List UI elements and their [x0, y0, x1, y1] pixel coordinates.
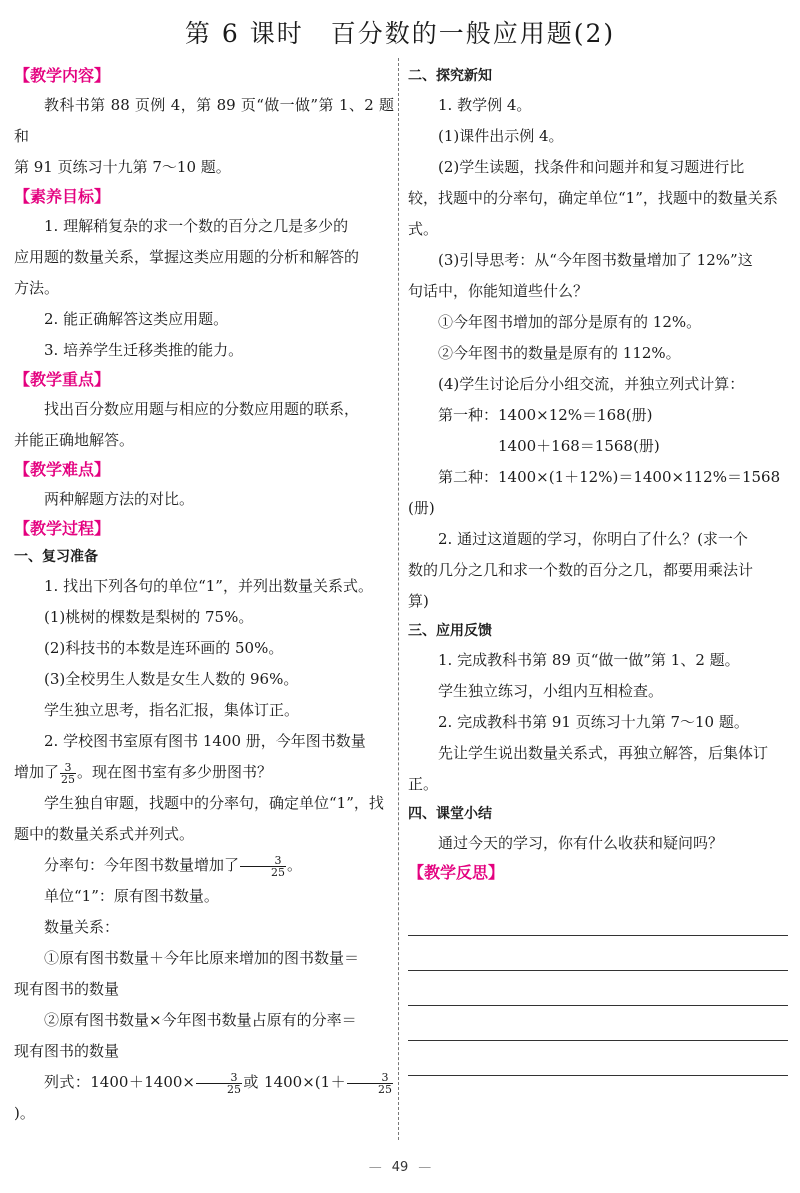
- heading-reflection: 【教学反思】: [408, 863, 505, 882]
- explore-1: 1. 教学例 4。: [438, 96, 532, 114]
- explore-summary-line-3: 算): [408, 592, 429, 610]
- fraction: $\frac{3}{25}$: [61, 760, 76, 786]
- explore-3-line-2: 较，找题中的分率句，确定单位“1”，找题中的数量关系: [408, 189, 778, 207]
- heading-goals: 【素养目标】: [14, 187, 111, 206]
- method-2-line-2: (册): [408, 499, 435, 517]
- review-item-1c: (3)全校男生人数是女生人数的 96%。: [44, 670, 299, 688]
- column-divider: [398, 58, 399, 1140]
- section-feedback: 三、应用反馈: [408, 623, 492, 639]
- section-summary: 四、课堂小结: [408, 806, 492, 822]
- fraction: $\frac{3}{25}$: [347, 1072, 393, 1095]
- reflection-writing-lines[interactable]: [408, 901, 788, 1076]
- writing-line[interactable]: [408, 901, 788, 936]
- feedback-3: 2. 完成教科书第 91 页练习十九第 7～10 题。: [438, 713, 749, 731]
- page-title: 第 6 课时 百分数的一般应用题(2): [184, 19, 616, 48]
- heading-teaching-content: 【教学内容】: [14, 66, 111, 85]
- difficulty-line: 两种解题方法的对比。: [44, 490, 195, 508]
- fraction: $\frac{3}{25}$: [196, 1072, 242, 1095]
- explore-2: (1)课件出示例 4。: [438, 127, 564, 145]
- rate-sentence: 分率句：今年图书数量增加了 $\frac{3}{25}$ 。: [44, 853, 303, 879]
- explore-3-line-3: 式。: [408, 220, 439, 238]
- feedback-1: 1. 完成教科书第 89 页“做一做”第 1、2 题。: [438, 651, 740, 669]
- page-number: — 49 —: [368, 1160, 432, 1175]
- heading-key-points: 【教学重点】: [14, 370, 111, 389]
- heading-process: 【教学过程】: [14, 519, 111, 538]
- equation: 列式：1400＋1400× $\frac{3}{25}$ 或 1400×(1＋ $\frac{3}{25}$ )。: [14, 1070, 393, 1122]
- goal-2: 2. 能正确解答这类应用题。: [44, 310, 229, 328]
- writing-line[interactable]: [408, 1041, 788, 1076]
- method-2-line-1: 第二种：1400×(1＋12%)＝1400×112%＝1568: [438, 468, 781, 486]
- explore-6: ②今年图书的数量是原有的 112%。: [438, 344, 681, 362]
- method-1: 第一种：1400×12%＝168(册): [438, 406, 653, 424]
- content-line-2: 第 91 页练习十九第 7～10 题。: [14, 158, 231, 176]
- explore-4-line-1: (3)引导思考：从“今年图书数量增加了 12%”这: [438, 251, 753, 269]
- writing-line[interactable]: [408, 936, 788, 971]
- right-column: [408, 62, 788, 1076]
- review-analysis-line-2: 题中的数量关系式并列式。: [14, 825, 195, 843]
- summary-text: 通过今天的学习，你有什么收获和疑问吗？: [438, 834, 724, 852]
- feedback-4-line-1: 先让学生说出数量关系式，再独立解答，后集体订: [438, 744, 769, 762]
- explore-summary-line-2: 数的几分之几和求一个数的百分之几，都要用乘法计: [408, 561, 754, 579]
- writing-line[interactable]: [408, 971, 788, 1006]
- quantity-relation-label: 数量关系：: [44, 918, 120, 936]
- review-item-1d: 学生独立思考，指名汇报，集体订正。: [44, 701, 300, 719]
- writing-line[interactable]: [408, 1006, 788, 1041]
- review-item-1: 1. 找出下列各句的单位“1”，并列出数量关系式。: [44, 577, 373, 595]
- goal-1-line-1: 1. 理解稍复杂的求一个数的百分之几是多少的: [44, 217, 349, 235]
- review-item-2-line-2: 增加了 $\frac{3}{25}$ 。现在图书室有多少册图书？: [14, 760, 273, 786]
- goal-1-line-2: 应用题的数量关系，掌握这类应用题的分析和解答的: [14, 248, 360, 266]
- explore-4-line-2: 句话中，你能知道些什么？: [408, 282, 589, 300]
- unit-one: 单位“1”：原有图书数量。: [44, 887, 219, 905]
- feedback-2: 学生独立练习，小组内互相检查。: [438, 682, 664, 700]
- goal-1-line-3: 方法。: [14, 279, 60, 297]
- review-item-1a: (1)桃树的棵数是梨树的 75%。: [44, 608, 254, 626]
- fraction: $\frac{3}{25}$: [240, 855, 286, 878]
- relation-2-line-1: ②原有图书数量×今年图书数量占原有的分率＝: [44, 1011, 357, 1029]
- explore-summary-line-1: 2. 通过这道题的学习，你明白了什么？(求一个: [438, 530, 748, 548]
- method-1-step-2: 1400＋168＝1568(册): [498, 437, 660, 455]
- review-item-2-line-1: 2. 学校图书室原有图书 1400 册，今年图书数量: [44, 732, 366, 750]
- explore-3-line-1: (2)学生读题，找条件和问题并和复习题进行比: [438, 158, 745, 176]
- explore-5: ①今年图书增加的部分是原有的 12%。: [438, 313, 702, 331]
- review-analysis-line-1: 学生独自审题，找题中的分率句，确定单位“1”，找: [44, 794, 384, 812]
- relation-1-line-2: 现有图书的数量: [14, 980, 120, 998]
- heading-difficulties: 【教学难点】: [14, 460, 111, 479]
- key-line-2: 并能正确地解答。: [14, 431, 135, 449]
- left-column: [14, 62, 394, 1129]
- explore-7: (4)学生讨论后分小组交流，并独立列式计算：: [438, 375, 745, 393]
- relation-1-line-1: ①原有图书数量＋今年比原来增加的图书数量＝: [44, 949, 360, 967]
- feedback-4-line-2: 正。: [408, 775, 439, 793]
- content-line-1: 教科书第 88 页例 4，第 89 页“做一做”第 1、2 题和: [14, 96, 394, 145]
- key-line-1: 找出百分数应用题与相应的分数应用题的联系，: [44, 400, 360, 418]
- relation-2-line-2: 现有图书的数量: [14, 1042, 120, 1060]
- review-item-1b: (2)科技书的本数是连环画的 50%。: [44, 639, 284, 657]
- section-explore: 二、探究新知: [408, 68, 492, 84]
- section-review: 一、复习准备: [14, 549, 98, 565]
- goal-3: 3. 培养学生迁移类推的能力。: [44, 341, 244, 359]
